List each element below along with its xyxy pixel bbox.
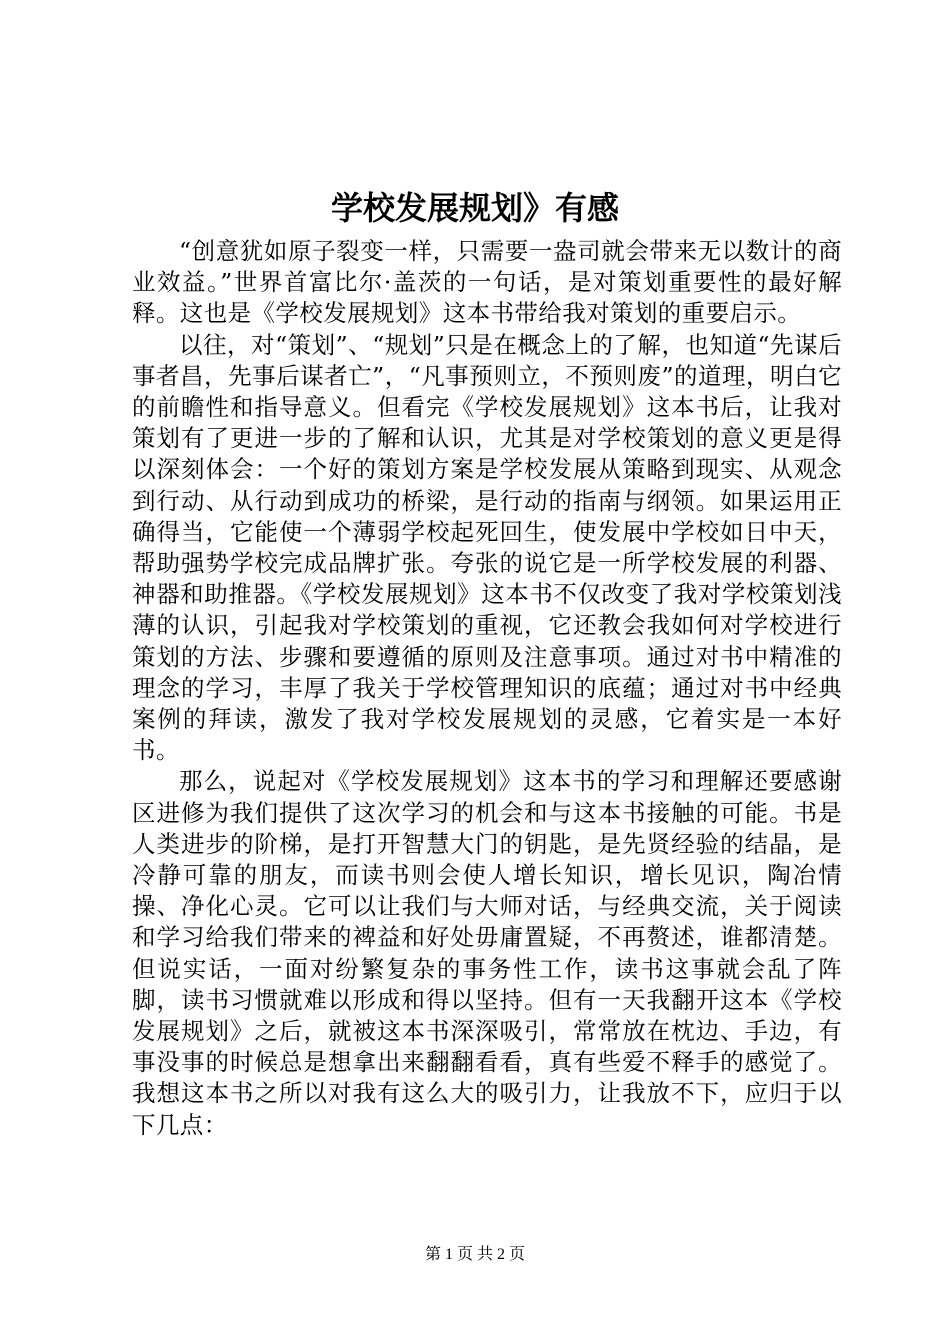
page-footer: 第 1 页 共 2 页 (424, 1246, 525, 1263)
document-body (132, 236, 842, 1141)
document-title: 学校发展规划》有感 (330, 189, 619, 227)
paragraph-1: “创意犹如原子裂变一样，只需要一盎司就会带来无以数计的商业效益。”世界首富比尔·盖茨的一句话，是对策划重要性的最好解释。这也是《学校发展规划》这本书带给我对策划的重要启示。 (132, 237, 842, 328)
paragraph-3: 那么，说起对《学校发展规划》这本书的学习和理解还要感谢区进修为我们提供了这次学习的机会和与这本书接触的可能。书是人类进步的阶梯，是打开智慧大门的钥匙，是先贤经验的结晶，是冷静可靠的朋友，而读书则会使人增长知识，增长见识，陶冶情操、净化心灵。它可以让我们与大师对话，与经典交流，关于阅读和学习给我们带来的裨益和好处毋庸置疑，不再赘述，谁都清楚。但说实话，一面对纷繁复杂的事务性工作，读书这事就会乱了阵脚，读书习惯就难以形成和得以坚持。但有一天我翻开这本《学校发展规划》之后，就被这本书深深吸引，常常放在枕边、手边，有事没事的时候总是想拿出来翻翻看看，真有些爱不释手的感觉了。我想这本书之所以对我有这么大的吸引力，让我放不下，应归于以下几点： (132, 767, 842, 1139)
paragraph-2: 以往，对“策划”、“规划”只是在概念上的了解，也知道“先谋后事者昌，先事后谋者亡”，“凡事预则立，不预则废”的道理，明白它的前瞻性和指导意义。但看完《学校发展规划》这本书后，让我对策划有了更进一步的了解和认识，尤其是对学校策划的意义更是得以深刻体会：一个好的策划方案是学校发展从策略到现实、从观念到行动、从行动到成功的桥梁，是行动的指南与纲领。如果运用正确得当，它能使一个薄弱学校起死回生，使发展中学校如日中天，帮助强势学校完成品牌扩张。夸张的说它是一所学校发展的利器、神器和助推器。《学校发展规划》这本书不仅改变了我对学校策划浅薄的认识，引起我对学校策划的重视，它还教会我如何对学校进行策划的方法、步骤和要遵循的原则及注意事项。通过对书中精准的理念的学习，丰厚了我关于学校管理知识的底蕴；通过对书中经典案例的拜读，激发了我对学校发展规划的灵感，它着实是一本好书。 (132, 330, 842, 765)
